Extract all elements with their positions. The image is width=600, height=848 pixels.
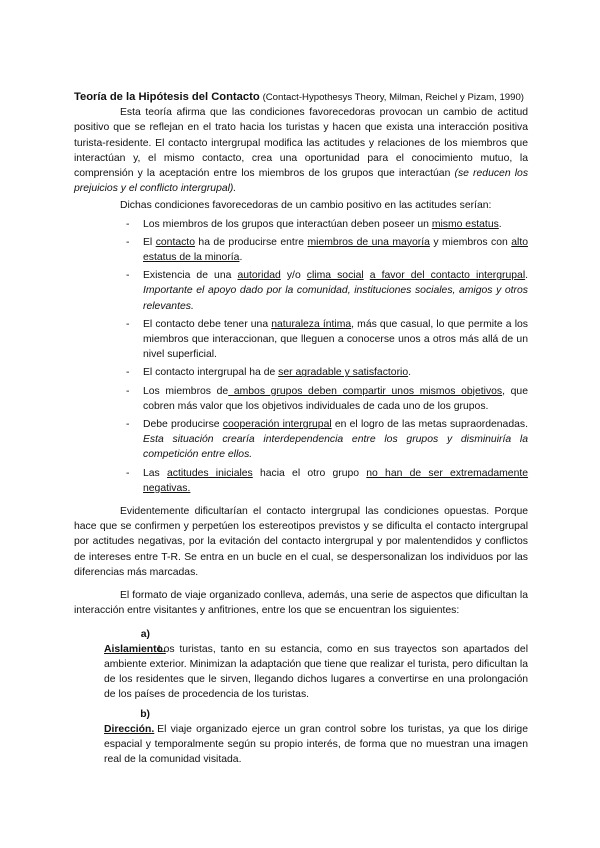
list-item-text: Existencia de una bbox=[143, 270, 238, 282]
list-item bbox=[74, 466, 528, 496]
list-intro: Dichas condiciones favorecedoras de un cambio positivo en las actitudes serían: bbox=[120, 200, 492, 212]
list-item-italic: Esta situación crearía interdependencia entre los grupos y disminuiría la competición entre ellos. bbox=[143, 434, 528, 461]
list-item-text: . bbox=[525, 270, 529, 282]
list-item bbox=[74, 417, 528, 463]
list-item-underlined: a favor del contacto intergrupal bbox=[369, 270, 526, 282]
dash-bullet: - bbox=[126, 467, 130, 479]
sub-item-direction bbox=[74, 707, 528, 768]
dash-bullet: - bbox=[126, 318, 130, 330]
sub-item-text: El viaje organizado ejerce un gran control sobre los turistas, ya que los dirige espacial y temporalmente según su propio interés, de forma que no muestran una imagen real de la comunidad visitada. bbox=[104, 723, 528, 766]
sub-item-label: a) bbox=[140, 628, 150, 640]
paragraph-opposite-conditions: Evidentemente dificultarían el contacto intergrupal las condiciones opuestas. Porque hace que se confirmen y perpetúen los estereotipos previstos y se dificulta el contacto intergrupal por actitudes negativas, por la evitación del contacto intergrupal y por malentendidos y conflictos de intereses entre T-R. Se entra en un bucle en el cual, se despersonalizan los individuos por las diferencias más marcadas. bbox=[74, 506, 528, 578]
list-item-underlined: ambos grupos deben compartir unos mismos objetivos bbox=[228, 385, 503, 397]
list-item-underlined: naturaleza íntima bbox=[271, 318, 352, 330]
list-item-text: en el logro de las metas supraordenadas. bbox=[331, 419, 528, 431]
list-item bbox=[74, 384, 528, 414]
list-item-underlined: contacto bbox=[155, 236, 195, 248]
dash-bullet: - bbox=[126, 419, 130, 431]
list-item-text: El bbox=[143, 236, 156, 248]
list-item bbox=[74, 268, 528, 314]
list-item bbox=[74, 217, 528, 232]
list-item-text: . bbox=[239, 252, 243, 264]
list-item-underlined: cooperación intergrupal bbox=[222, 419, 332, 431]
list-item-text: , que cobren más valor que los objetivos individuales de cada uno de los grupos. bbox=[143, 385, 528, 412]
dash-bullet: - bbox=[126, 218, 130, 230]
list-item bbox=[74, 365, 528, 380]
sub-item-title: Dirección. bbox=[104, 723, 155, 735]
list-item-text: El contacto debe tener una bbox=[143, 318, 272, 330]
list-item-text: . bbox=[408, 367, 412, 379]
list-item-underlined: actitudes iniciales bbox=[166, 467, 253, 479]
dash-bullet: - bbox=[126, 385, 130, 397]
list-item-text: , más que casual, lo que permite a los miembros que interaccionan, que lleguen a conocerse unos a otros más allá de un nivel superficial. bbox=[143, 318, 528, 361]
sub-item-label: b) bbox=[140, 708, 150, 720]
list-item-text: Las bbox=[143, 467, 167, 479]
list-item-text: y miembros con bbox=[429, 236, 512, 248]
list-item bbox=[74, 317, 528, 363]
citation: (Contact-Hypothesys Theory, Milman, Reichel y Pizam, 1990) bbox=[262, 92, 525, 103]
dash-bullet: - bbox=[126, 236, 130, 248]
list-item-underlined: autoridad bbox=[237, 270, 281, 282]
list-item-text: y/o bbox=[280, 270, 307, 282]
list-item-underlined: ser agradable y satisfactorio bbox=[278, 367, 409, 379]
list-item-text: . bbox=[498, 218, 502, 230]
list-item-text: El contacto intergrupal ha de bbox=[143, 367, 279, 379]
list-item-underlined: miembros de una mayoría bbox=[307, 236, 430, 248]
document-page bbox=[74, 90, 528, 767]
list-item-underlined: mismo estatus bbox=[431, 218, 499, 230]
heading-paragraph bbox=[74, 90, 528, 105]
sub-item-isolation bbox=[74, 627, 528, 703]
dash-bullet: - bbox=[126, 367, 130, 379]
sub-item-text: Los turistas, tanto en su estancia, como en sus trayectos son apartados del ambiente exterior. Minimizan la adaptación que tiene que realizar el turista, pero dificultan la de los residentes que le sirven, llegando dichos lugares a convertirse en una prolongación de los países de procedencia de los turistas. bbox=[104, 643, 528, 701]
list-item-text: hacia el otro grupo bbox=[252, 467, 367, 479]
list-item-underlined: no han de ser extremadamente negativas. bbox=[143, 467, 529, 494]
document-title: Teoría de la Hipótesis del Contacto bbox=[74, 91, 260, 103]
paragraph-organized-travel: El formato de viaje organizado conlleva, además, una serie de aspectos que dificultan la interacción entre visitantes y anfitriones, entre los que se encuentran los siguientes: bbox=[74, 590, 528, 617]
list-item-italic: Importante el apoyo dado por la comunidad, instituciones sociales, amigos y otros relevantes. bbox=[143, 285, 528, 312]
list-item-underlined: alto estatus de la minoría bbox=[143, 236, 528, 264]
paragraph-theory-italic: (se reducen los prejuicios y el conflicto intergrupal). bbox=[74, 168, 529, 195]
sub-item-title: Aislamiento. bbox=[104, 643, 166, 655]
list-item-text: Debe producirse bbox=[143, 419, 223, 431]
list-item bbox=[74, 235, 528, 265]
list-item-text: ha de producirse entre bbox=[194, 236, 308, 248]
dash-bullet: - bbox=[126, 270, 130, 282]
conditions-list bbox=[74, 217, 528, 496]
paragraph-theory-text: Esta teoría afirma que las condiciones favorecedoras provocan un cambio de actitud positivo que se reflejan en el trato hacia los turistas y hacen que exista una interacción positiva turista-residente. El contacto intergrupal modifica las actitudes y relaciones de los miembros que interactúan y, el mismo contacto, crea una oportunidad para el conocimiento mutuo, la comprensión y la aceptación entre los miembros de los grupos que interactúan bbox=[74, 107, 528, 180]
list-item-underlined: clima social bbox=[306, 270, 364, 282]
list-item-text: Los miembros de bbox=[143, 385, 229, 397]
list-item-text: Los miembros de los grupos que interactúan deben poseer un bbox=[143, 218, 432, 230]
paragraph-theory bbox=[74, 105, 528, 196]
